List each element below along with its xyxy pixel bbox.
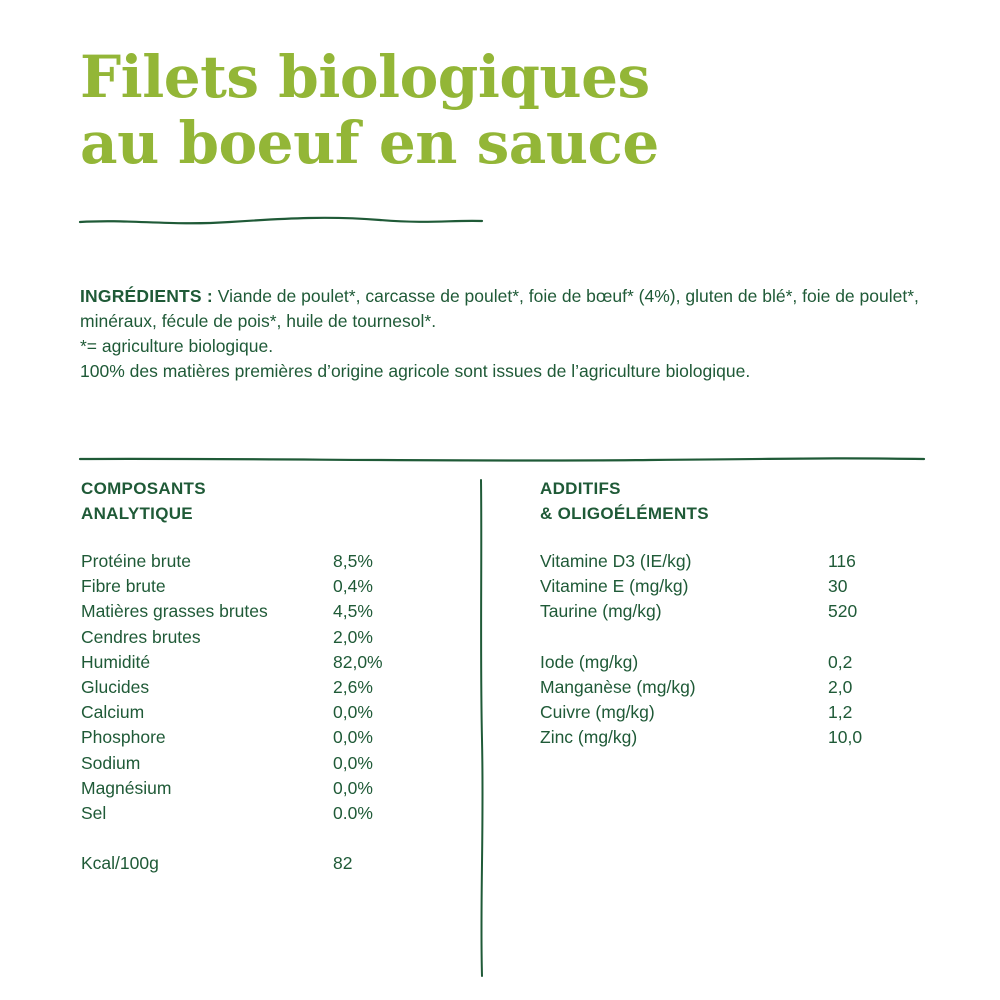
component-value: 8,5% bbox=[333, 551, 373, 571]
component-name: Matières grasses brutes bbox=[81, 601, 268, 622]
organic-footnote: *= agriculture biologique. bbox=[80, 336, 274, 356]
column-divider bbox=[481, 480, 483, 976]
table-row bbox=[81, 650, 383, 675]
table-row bbox=[81, 700, 383, 725]
title-underline bbox=[80, 218, 482, 223]
analytical-components-table bbox=[81, 549, 383, 876]
analytical-heading-line-2: ANALYTIQUE bbox=[81, 504, 193, 523]
product-title-line-2: au boeuf en sauce bbox=[80, 109, 659, 177]
additive-value: 520 bbox=[828, 601, 858, 622]
component-value: 2,0% bbox=[333, 626, 373, 647]
row-spacer bbox=[81, 826, 383, 851]
additive-value: 116 bbox=[828, 551, 856, 571]
additives-heading-line-2: & OLIGOÉLÉMENTS bbox=[540, 504, 709, 523]
product-title-line-1: Filets biologiques bbox=[80, 43, 650, 111]
component-value: 0.0% bbox=[333, 802, 373, 823]
table-row bbox=[81, 599, 383, 624]
energy-value: 82 bbox=[333, 853, 353, 874]
trace-element-name: Cuivre (mg/kg) bbox=[540, 701, 655, 722]
row-spacer bbox=[540, 625, 862, 650]
component-name: Protéine brute bbox=[81, 551, 191, 571]
table-row bbox=[540, 549, 862, 574]
additives-heading bbox=[540, 476, 709, 526]
table-row bbox=[540, 675, 862, 700]
component-name: Phosphore bbox=[81, 727, 166, 748]
table-row bbox=[540, 725, 862, 750]
component-name: Glucides bbox=[81, 676, 150, 697]
additive-name: Taurine (mg/kg) bbox=[540, 601, 662, 622]
table-row bbox=[540, 574, 862, 599]
table-row bbox=[81, 801, 383, 826]
table-row bbox=[81, 574, 383, 599]
trace-element-value: 10,0 bbox=[828, 727, 863, 748]
component-value: 0,0% bbox=[333, 727, 373, 748]
additives-table bbox=[540, 549, 862, 750]
additive-value: 30 bbox=[828, 576, 848, 597]
component-value: 82,0% bbox=[333, 651, 383, 672]
table-row bbox=[540, 700, 862, 725]
energy-label: Kcal/100g bbox=[81, 853, 159, 874]
additive-name: Vitamine D3 (IE/kg) bbox=[540, 551, 692, 571]
trace-element-name: Manganèse (mg/kg) bbox=[540, 676, 696, 697]
component-name: Sel bbox=[81, 802, 107, 823]
additive-name: Vitamine E (mg/kg) bbox=[540, 576, 689, 597]
ingredients-text: Viande de poulet*, carcasse de poulet*, foie de bœuf* (4%), gluten de blé*, foie de poulet*, minéraux, fécule de pois*, huile de tournesol*. bbox=[80, 286, 919, 331]
table-top-rule bbox=[80, 458, 924, 460]
trace-element-value: 1,2 bbox=[828, 701, 853, 722]
table-row bbox=[540, 650, 862, 675]
trace-element-value: 2,0 bbox=[828, 676, 853, 697]
component-value: 0,4% bbox=[333, 576, 373, 597]
trace-element-value: 0,2 bbox=[828, 651, 853, 672]
component-value: 2,6% bbox=[333, 676, 373, 697]
component-name: Calcium bbox=[81, 702, 145, 723]
ingredients-block bbox=[80, 284, 920, 384]
component-name: Fibre brute bbox=[81, 576, 166, 597]
analytical-heading-line-1: COMPOSANTS bbox=[81, 479, 206, 498]
additives-heading-line-1: ADDITIFS bbox=[540, 479, 621, 498]
table-row bbox=[81, 751, 383, 776]
energy-row bbox=[81, 851, 383, 876]
trace-element-name: Iode (mg/kg) bbox=[540, 651, 639, 672]
ingredients-label: INGRÉDIENTS : bbox=[80, 286, 213, 306]
organic-statement: 100% des matières premières d’origine agricole sont issues de l’agriculture biologique. bbox=[80, 361, 751, 381]
component-value: 4,5% bbox=[333, 601, 373, 622]
table-row bbox=[81, 725, 383, 750]
table-row bbox=[540, 599, 862, 624]
component-value: 0,0% bbox=[333, 702, 373, 723]
component-name: Humidité bbox=[81, 651, 151, 672]
component-name: Cendres brutes bbox=[81, 626, 201, 647]
component-name: Magnésium bbox=[81, 777, 172, 798]
component-value: 0,0% bbox=[333, 777, 373, 798]
table-row bbox=[81, 549, 383, 574]
component-name: Sodium bbox=[81, 752, 141, 773]
ingredients-list bbox=[80, 284, 920, 334]
table-row bbox=[81, 675, 383, 700]
component-value: 0,0% bbox=[333, 752, 373, 773]
table-row bbox=[81, 776, 383, 801]
trace-element-name: Zinc (mg/kg) bbox=[540, 727, 638, 748]
analytical-components-heading bbox=[81, 476, 206, 526]
table-row bbox=[81, 625, 383, 650]
